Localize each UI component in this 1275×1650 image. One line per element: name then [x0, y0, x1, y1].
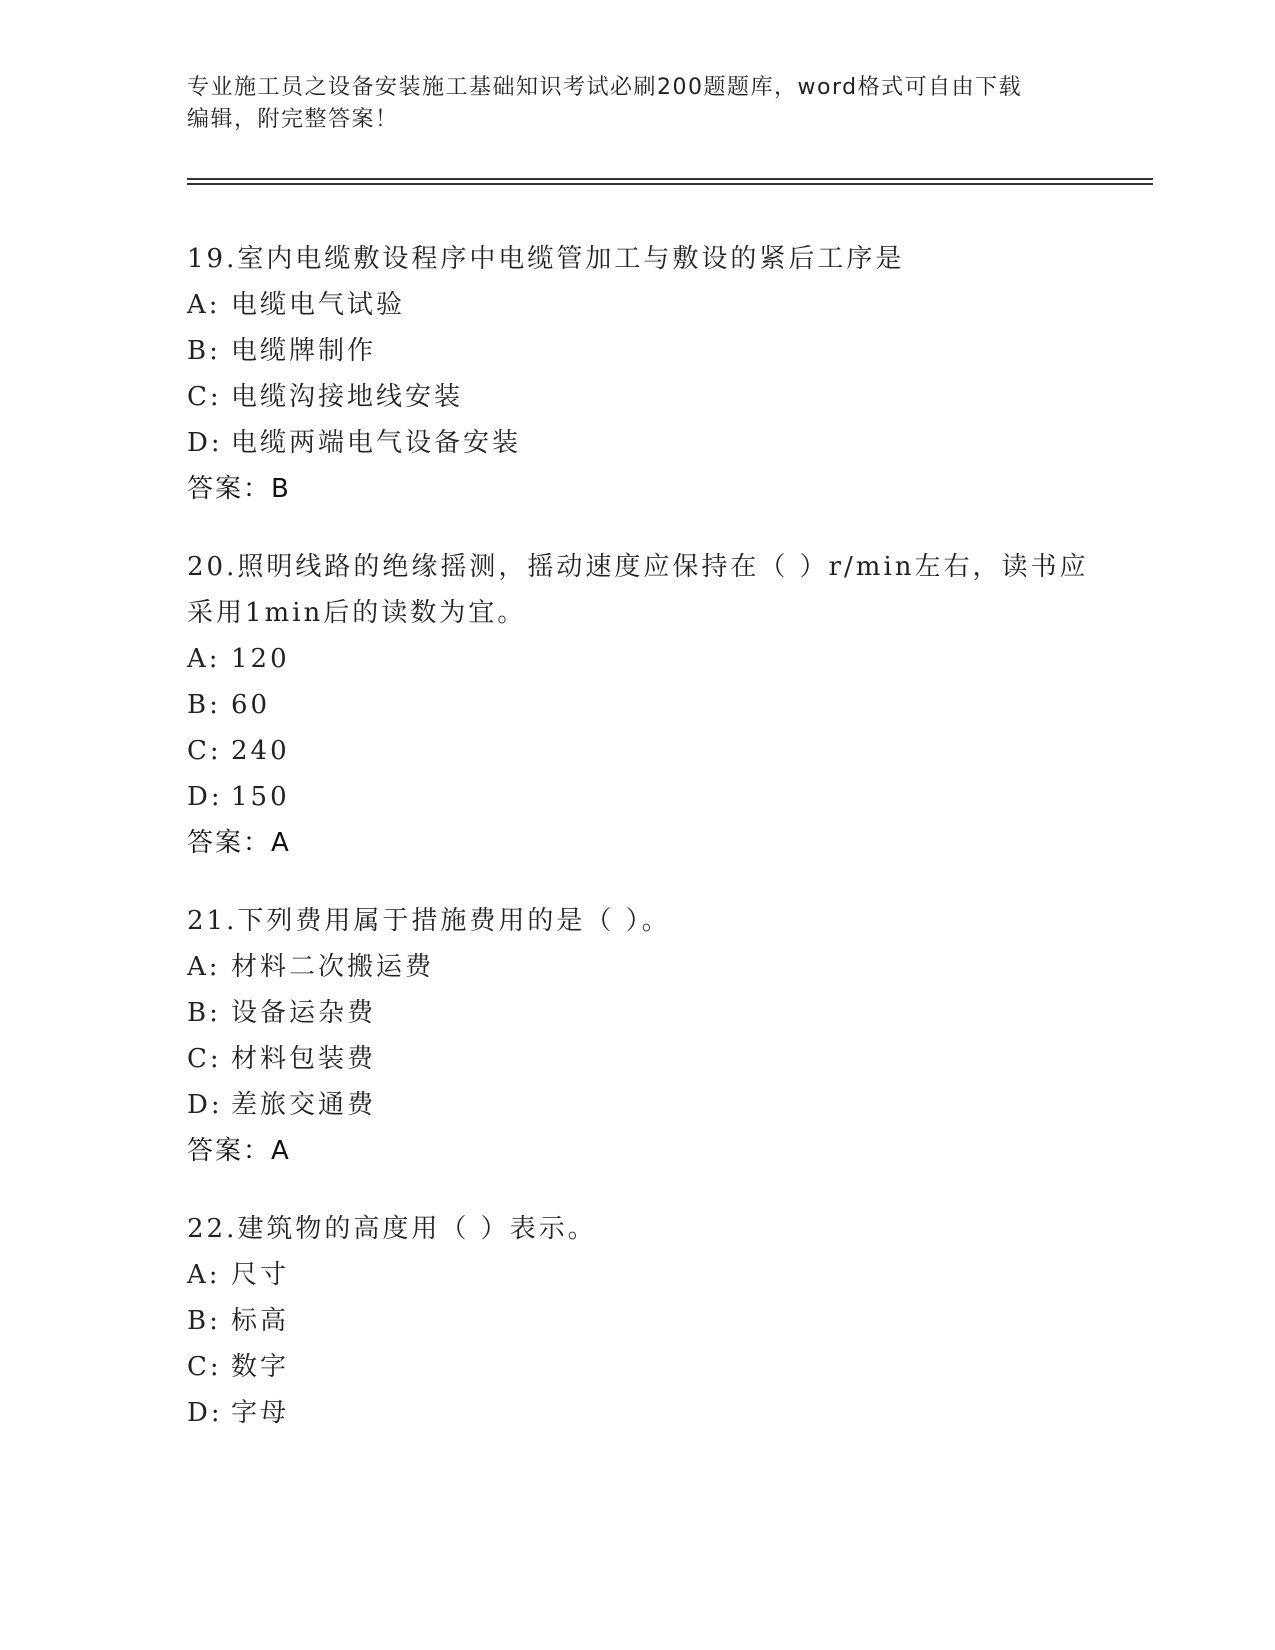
answer-option — [187, 1344, 1087, 1390]
answer-option — [187, 682, 1087, 728]
question-stem — [187, 544, 1087, 636]
answer-option — [187, 328, 1087, 374]
option-letter: B: — [187, 998, 221, 1028]
option-text: 设备运杂费 — [231, 998, 377, 1028]
option-letter: C: — [187, 736, 222, 766]
document-header — [187, 72, 1087, 136]
option-text: 150 — [231, 782, 290, 812]
option-letter: C: — [187, 1044, 222, 1074]
option-text: 120 — [231, 644, 290, 674]
header-rule-top — [187, 178, 1153, 180]
option-letter: B: — [187, 336, 221, 366]
option-text: 材料包装费 — [231, 1044, 377, 1074]
header-rule-bottom — [187, 183, 1153, 185]
answer-option — [187, 1390, 1087, 1436]
option-text: 240 — [231, 736, 290, 766]
option-text: 电缆电气试验 — [231, 290, 406, 320]
question-stem-line: 22.建筑物的高度用（ ）表示。 — [187, 1214, 597, 1244]
question-item — [187, 1206, 1087, 1436]
answer-key: 答案：A — [187, 828, 291, 858]
option-letter: B: — [187, 1306, 221, 1336]
question-stem — [187, 1206, 1087, 1252]
answer-option — [187, 282, 1087, 328]
option-letter: B: — [187, 690, 221, 720]
question-list — [187, 236, 1087, 1468]
question-stem — [187, 898, 1087, 944]
question-item — [187, 544, 1087, 866]
answer-option — [187, 774, 1087, 820]
option-letter: C: — [187, 1352, 222, 1382]
answer-option — [187, 636, 1087, 682]
question-stem-line: 20.照明线路的绝缘摇测，摇动速度应保持在（ ）r/min左右，读书应 — [187, 552, 1089, 582]
question-item — [187, 898, 1087, 1174]
question-stem — [187, 236, 1087, 282]
option-text: 字母 — [231, 1398, 290, 1428]
option-letter: A: — [187, 644, 221, 674]
option-letter: D: — [187, 428, 223, 458]
option-text: 60 — [231, 690, 271, 720]
option-text: 电缆沟接地线安装 — [231, 382, 464, 412]
answer-key: 答案：A — [187, 1136, 291, 1166]
answer-option — [187, 420, 1087, 466]
option-letter: D: — [187, 782, 223, 812]
answer-option — [187, 1082, 1087, 1128]
option-letter: D: — [187, 1090, 223, 1120]
option-text: 电缆牌制作 — [231, 336, 377, 366]
answer-option — [187, 1298, 1087, 1344]
answer-key: 答案：B — [187, 474, 291, 504]
question-stem-line: 19.室内电缆敷设程序中电缆管加工与敷设的紧后工序是 — [187, 244, 905, 274]
answer-option — [187, 944, 1087, 990]
header-title-line-1: 专业施工员之设备安装施工基础知识考试必刷200题题库，word格式可自由下载 — [187, 75, 1023, 100]
question-stem-line: 采用1min后的读数为宜。 — [187, 598, 527, 628]
option-text: 尺寸 — [231, 1260, 290, 1290]
answer-option — [187, 374, 1087, 420]
answer-option — [187, 1036, 1087, 1082]
option-text: 材料二次搬运费 — [231, 952, 435, 982]
option-letter: A: — [187, 952, 221, 982]
answer-option — [187, 728, 1087, 774]
option-text: 数字 — [231, 1352, 290, 1382]
option-letter: A: — [187, 290, 221, 320]
question-stem-line: 21.下列费用属于措施费用的是（ ）。 — [187, 906, 671, 936]
header-title-line-2: 编辑，附完整答案！ — [187, 107, 399, 132]
answer-option — [187, 1252, 1087, 1298]
option-letter: D: — [187, 1398, 223, 1428]
option-text: 标高 — [231, 1306, 290, 1336]
question-item — [187, 236, 1087, 512]
option-letter: A: — [187, 1260, 221, 1290]
option-letter: C: — [187, 382, 222, 412]
option-text: 差旅交通费 — [231, 1090, 377, 1120]
option-text: 电缆两端电气设备安装 — [231, 428, 522, 458]
answer-option — [187, 990, 1087, 1036]
